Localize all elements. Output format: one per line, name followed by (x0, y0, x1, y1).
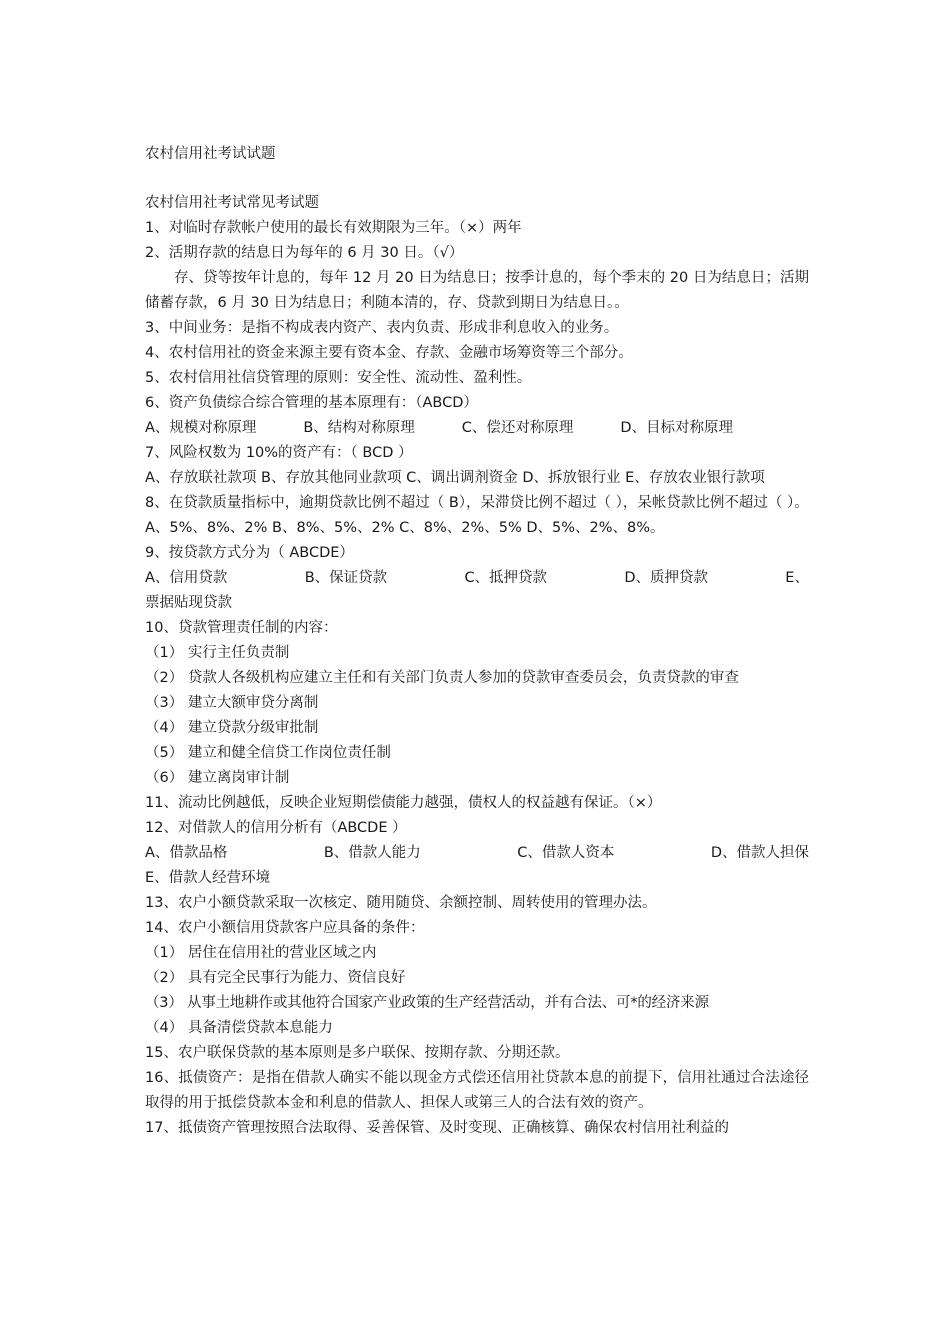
question-7-options: A、存放联社款项 B、存放其他同业款项 C、调出调剂资金 D、拆放银行业 E、存放农业银行款项 (145, 470, 765, 486)
option: D、目标对称原理 (620, 420, 733, 436)
question-11: 11、流动比例越低，反映企业短期偿债能力越强，债权人的权益越有保证。（×） (145, 795, 662, 811)
question-4: 4、农村信用社的资金来源主要有资本金、存款、金融市场筹资等三个部分。 (145, 345, 633, 361)
option: A、规模对称原理 (145, 420, 257, 436)
question-5: 5、农村信用社信贷管理的原则：安全性、流动性、盈利性。 (145, 370, 532, 386)
option: C、偿还对称原理 (461, 420, 574, 436)
question-12: 12、对借款人的信用分析有（ABCDE ） (145, 820, 407, 836)
option: B、借款人能力 (323, 845, 421, 861)
subtitle: 农村信用社考试常见考试题 (145, 195, 319, 211)
option: A、借款品格 (145, 845, 228, 861)
question-10: 10、贷款管理责任制的内容： (145, 620, 338, 636)
list-item: （5） 建立和健全信贷工作岗位责任制 (145, 745, 391, 761)
question-9-options (145, 566, 809, 591)
question-7: 7、风险权数为 10%的资产有：（ BCD ） (145, 445, 413, 461)
list-item: （2） 具有完全民事行为能力、资信良好 (145, 970, 406, 986)
question-8: 8、在贷款质量指标中，逾期贷款比例不超过（ B），呆滞贷比例不超过（ ），呆帐贷款比例不超过（ ）。 (145, 495, 809, 511)
question-15: 15、农户联保贷款的基本原则是多户联保、按期存款、分期还款。 (145, 1045, 570, 1061)
list-item: （3） 建立大额审贷分离制 (145, 695, 319, 711)
list-item: （1） 居住在信用社的营业区域之内 (145, 945, 377, 961)
list-item: （6） 建立离岗审计制 (145, 770, 290, 786)
question-13: 13、农户小额贷款采取一次核定、随用随贷、余额控制、周转使用的管理办法。 (145, 895, 657, 911)
option: E、 (785, 570, 809, 586)
option: C、抵押贷款 (464, 570, 548, 586)
question-16: 16、抵债资产：是指在借款人确实不能以现金方式偿还信用社贷款本息的前提下，信用社通过合法途径取得的用于抵偿贷款本金和利息的借款人、担保人或第三人的合法有效的资产。 (145, 1070, 809, 1111)
list-item: （1） 实行主任负责制 (145, 645, 290, 661)
list-item: （3） 从事土地耕作或其他符合国家产业政策的生产经营活动，并有合法、可*的经济来源 (145, 995, 709, 1011)
option: C、借款人资本 (517, 845, 615, 861)
question-6: 6、资产负债综合综合管理的基本原理有：（ABCD） (145, 395, 478, 411)
document-title: 农村信用社考试试题 (145, 146, 276, 162)
question-3: 3、中间业务：是指不构成表内资产、表内负责、形成非利息收入的业务。 (145, 320, 619, 336)
question-2-note: 存、贷等按年计息的，每年 12 月 20 日为结息日；按季计息的，每个季末的 20 日为结息日；活期储蓄存款，6 月 30 日为结息日；利随本清的，存、贷款到期日为结息日。。 (145, 270, 809, 311)
question-12-options-continued: E、借款人经营环境 (145, 870, 271, 886)
question-1: 1、对临时存款帐户使用的最长有效期限为三年。（×）两年 (145, 220, 522, 236)
question-2: 2、活期存款的结息日为每年的 6 月 30 日。（√） (145, 245, 464, 261)
list-item: （4） 具备清偿贷款本息能力 (145, 1020, 333, 1036)
list-item: （4） 建立贷款分级审批制 (145, 720, 319, 736)
list-item: （2） 贷款人各级机构应建立主任和有关部门负责人参加的贷款审查委员会，负责贷款的审查 (145, 670, 739, 686)
question-8-options: A、5%、8%、2% B、8%、5%、2% C、8%、2%、5% D、5%、2%、8%。 (145, 520, 665, 536)
option: B、结构对称原理 (303, 420, 415, 436)
question-17: 17、抵债资产管理按照合法取得、妥善保管、及时变现、正确核算、确保农村信用社利益的 (145, 1120, 729, 1136)
option: D、借款人担保 (710, 845, 809, 861)
question-9-options-continued: 票据贴现贷款 (145, 595, 232, 611)
question-9: 9、按贷款方式分为（ ABCDE） (145, 545, 354, 561)
question-12-options (145, 841, 809, 866)
option: B、保证贷款 (304, 570, 388, 586)
document-body (145, 142, 809, 1141)
option: D、质押贷款 (624, 570, 709, 586)
question-6-options (145, 416, 809, 441)
question-14: 14、农户小额信用贷款客户应具备的条件： (145, 920, 425, 936)
option: A、信用贷款 (145, 570, 228, 586)
